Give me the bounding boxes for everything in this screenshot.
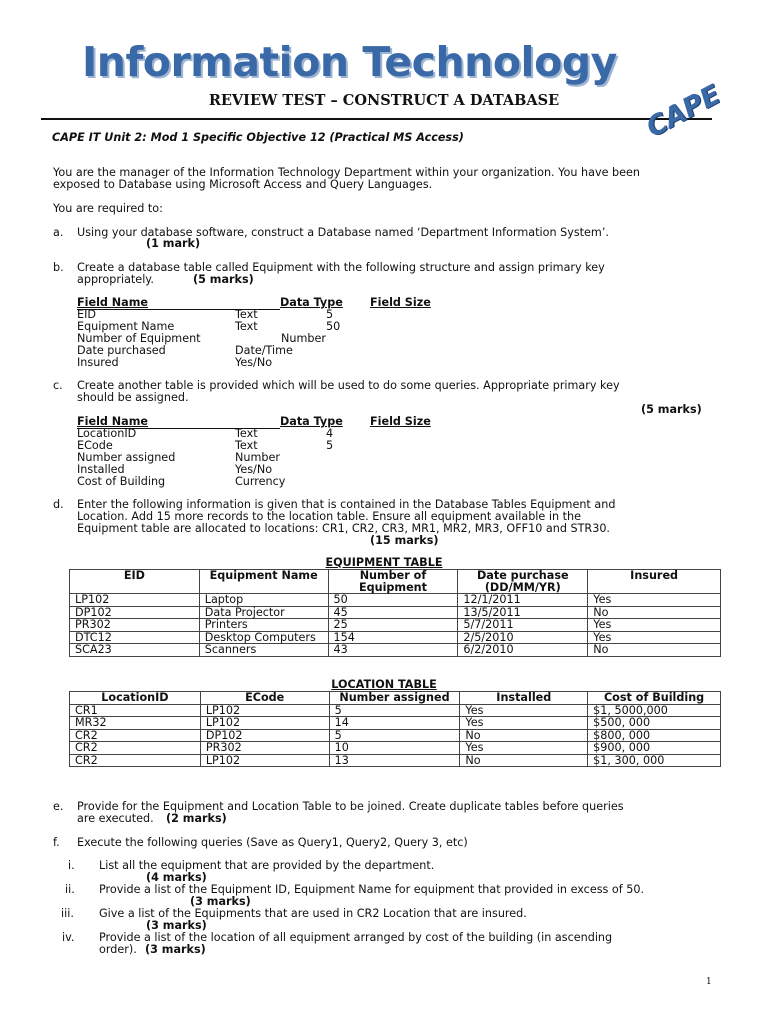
table-cell: 25: [328, 619, 458, 632]
qc-row-type: Yes/No: [235, 463, 273, 476]
qf-text: Execute the following queries (Save as Query1, Query2, Query 3, etc): [77, 836, 468, 849]
equipment-table: [69, 569, 721, 657]
table-row: [70, 717, 721, 730]
qf-item-text: Provide a list of the location of all equipment arranged by cost of the building (in ascending: [99, 931, 613, 944]
column-header: ECode: [200, 692, 329, 705]
table-row: [70, 729, 721, 742]
qa-marks: (1 mark): [146, 237, 201, 250]
table-cell: 13: [329, 754, 460, 767]
qc-header-field-name: Field Name: [77, 415, 148, 428]
qf-item-number: iii.: [61, 907, 74, 920]
table-cell: CR2: [70, 729, 201, 742]
table-cell: LP102: [70, 594, 200, 607]
column-header: LocationID: [70, 692, 201, 705]
table-cell: No: [460, 729, 588, 742]
table-row: [70, 644, 721, 657]
qa-letter: a.: [53, 226, 64, 239]
table-cell: 14: [329, 717, 460, 730]
column-header: Number of Equipment: [328, 570, 458, 594]
table-cell: DTC12: [70, 631, 200, 644]
qc-row-field: LocationID: [77, 427, 137, 440]
qb-row-type: Text: [235, 308, 258, 321]
qb-text-2: appropriately.: [77, 273, 154, 286]
qd-marks: (15 marks): [370, 534, 439, 547]
qc-row-type: Text: [235, 427, 258, 440]
table-row: [70, 619, 721, 632]
qc-row-field: Number assigned: [77, 451, 176, 464]
column-header: EID: [70, 570, 200, 594]
equipment-table-caption: EQUIPMENT TABLE: [325, 556, 443, 569]
column-header: Installed: [460, 692, 588, 705]
table-cell: LP102: [200, 704, 329, 717]
table-cell: Yes: [588, 619, 721, 632]
qd-text-3: Equipment table are allocated to locations: CR1, CR2, CR3, MR1, MR2, MR3, OFF10 and STR30.: [77, 522, 610, 535]
table-cell: $800, 000: [588, 729, 721, 742]
qe-text-1: Provide for the Equipment and Location Table to be joined. Create duplicate tables before queries: [77, 800, 624, 813]
qb-row-field: Number of Equipment: [77, 332, 201, 345]
title-rule: [41, 118, 712, 120]
table-cell: Laptop: [199, 594, 328, 607]
column-header: Cost of Building: [588, 692, 721, 705]
table-cell: 6/2/2010: [458, 644, 588, 657]
table-header-row: [70, 692, 721, 705]
qe-text-2: are executed.: [77, 812, 154, 825]
qb-row-field: EID: [77, 308, 96, 321]
table-row: [70, 606, 721, 619]
table-cell: 45: [328, 606, 458, 619]
qf-item-text: Provide a list of the Equipment ID, Equipment Name for equipment that provided in excess of 50.: [99, 883, 645, 896]
table-cell: $900, 000: [588, 742, 721, 755]
qb-row-field: Equipment Name: [77, 320, 175, 333]
required-line: You are required to:: [53, 202, 163, 215]
table-cell: PR302: [200, 742, 329, 755]
table-cell: Yes: [460, 704, 588, 717]
qf-item-text: List all the equipment that are provided by the department.: [99, 859, 435, 872]
qc-row-field: Installed: [77, 463, 125, 476]
table-cell: Data Projector: [199, 606, 328, 619]
column-header: Number assigned: [329, 692, 460, 705]
qf-item-marks: (3 marks): [146, 919, 207, 932]
qc-header-data-type: Data Type: [280, 415, 343, 428]
table-cell: 50: [328, 594, 458, 607]
table-cell: LP102: [200, 717, 329, 730]
qb-row-type: Yes/No: [235, 356, 273, 369]
intro-line-1: You are the manager of the Information Technology Department within your organization. You have been: [53, 166, 640, 179]
qb-row-size: 50: [326, 320, 341, 333]
page-number: 1: [706, 977, 712, 987]
table-cell: SCA23: [70, 644, 200, 657]
table-cell: 2/5/2010: [458, 631, 588, 644]
qf-item-marks: (3 marks): [145, 943, 206, 956]
qc-text-1: Create another table is provided which will be used to do some queries. Appropriate primary key: [77, 379, 620, 392]
table-cell: Desktop Computers: [199, 631, 328, 644]
qf-item-number: ii.: [65, 883, 75, 896]
table-cell: $1, 300, 000: [588, 754, 721, 767]
table-cell: 5/7/2011: [458, 619, 588, 632]
qb-row-size: 5: [326, 308, 334, 321]
qc-row-field: ECode: [77, 439, 113, 452]
qf-item-text-2: order).: [99, 943, 137, 956]
qb-letter: b.: [53, 261, 64, 274]
table-row: [70, 754, 721, 767]
table-cell: No: [460, 754, 588, 767]
objective-line: CAPE IT Unit 2: Mod 1 Specific Objective 12 (Practical MS Access): [52, 131, 464, 144]
qf-item-number: iv.: [62, 931, 75, 944]
table-cell: MR32: [70, 717, 201, 730]
table-cell: Yes: [460, 742, 588, 755]
qf-item-marks: (3 marks): [190, 895, 251, 908]
table-cell: 154: [328, 631, 458, 644]
qe-marks: (2 marks): [166, 812, 227, 825]
qb-header-field-size: Field Size: [370, 296, 431, 309]
document-title: Information Technology: [82, 38, 617, 86]
qb-row-field: Date purchased: [77, 344, 166, 357]
qd-letter: d.: [53, 498, 64, 511]
cape-logo: CAPE: [641, 79, 726, 144]
qb-row-type: Date/Time: [235, 344, 293, 357]
qf-item-marks: (4 marks): [146, 871, 207, 884]
column-header: Insured: [588, 570, 721, 594]
table-cell: CR2: [70, 754, 201, 767]
location-table: [69, 691, 721, 767]
qc-header-field-size: Field Size: [370, 415, 431, 428]
table-cell: 5: [329, 704, 460, 717]
qc-row-type: Currency: [235, 475, 286, 488]
table-cell: $500, 000: [588, 717, 721, 730]
qd-text-1: Enter the following information is given that is contained in the Database Tables Equipment and: [77, 498, 616, 511]
qc-text-2: should be assigned.: [77, 391, 189, 404]
qc-row-type: Text: [235, 439, 258, 452]
table-cell: 43: [328, 644, 458, 657]
table-cell: PR302: [70, 619, 200, 632]
qc-row-size: 4: [326, 427, 334, 440]
intro-line-2: exposed to Database using Microsoft Access and Query Languages.: [53, 178, 433, 191]
table-cell: $1, 5000,000: [588, 704, 721, 717]
qb-row-field: Insured: [77, 356, 119, 369]
table-cell: LP102: [200, 754, 329, 767]
location-table-caption: LOCATION TABLE: [331, 678, 437, 691]
column-header: Date purchase (DD/MM/YR): [458, 570, 588, 594]
qb-marks: (5 marks): [193, 273, 254, 286]
table-row: [70, 594, 721, 607]
table-cell: CR2: [70, 742, 201, 755]
qc-letter: c.: [53, 379, 63, 392]
qf-letter: f.: [53, 836, 60, 849]
qf-item-text: Give a list of the Equipments that are used in CR2 Location that are insured.: [99, 907, 527, 920]
table-header-row: [70, 570, 721, 594]
qb-row-type: Text: [235, 320, 258, 333]
table-cell: Yes: [460, 717, 588, 730]
qc-row-size: 5: [326, 439, 334, 452]
table-cell: DP102: [200, 729, 329, 742]
qc-marks: (5 marks): [641, 403, 702, 416]
qf-item-number: i.: [68, 859, 75, 872]
table-cell: Yes: [588, 594, 721, 607]
table-row: [70, 742, 721, 755]
table-cell: 12/1/2011: [458, 594, 588, 607]
table-cell: Scanners: [199, 644, 328, 657]
document-subtitle: REVIEW TEST – CONSTRUCT A DATABASE: [208, 92, 560, 109]
qb-row-type: Number: [281, 332, 326, 345]
table-row: [70, 631, 721, 644]
qb-header-data-type: Data Type: [280, 296, 343, 309]
qb-text-1: Create a database table called Equipment with the following structure and assign primary key: [77, 261, 605, 274]
table-cell: 10: [329, 742, 460, 755]
table-cell: No: [588, 644, 721, 657]
table-cell: DP102: [70, 606, 200, 619]
table-cell: CR1: [70, 704, 201, 717]
table-cell: 5: [329, 729, 460, 742]
qc-row-type: Number: [235, 451, 280, 464]
table-cell: Yes: [588, 631, 721, 644]
qb-header-field-name: Field Name: [77, 296, 148, 309]
qd-text-2: Location. Add 15 more records to the location table. Ensure all equipment available in the: [77, 510, 581, 523]
table-row: [70, 704, 721, 717]
table-cell: 13/5/2011: [458, 606, 588, 619]
table-cell: No: [588, 606, 721, 619]
qa-text: Using your database software, construct a Database named ‘Department Information System’.: [77, 226, 609, 239]
column-header: Equipment Name: [199, 570, 328, 594]
qe-letter: e.: [53, 800, 64, 813]
qc-row-field: Cost of Building: [77, 475, 166, 488]
table-cell: Printers: [199, 619, 328, 632]
